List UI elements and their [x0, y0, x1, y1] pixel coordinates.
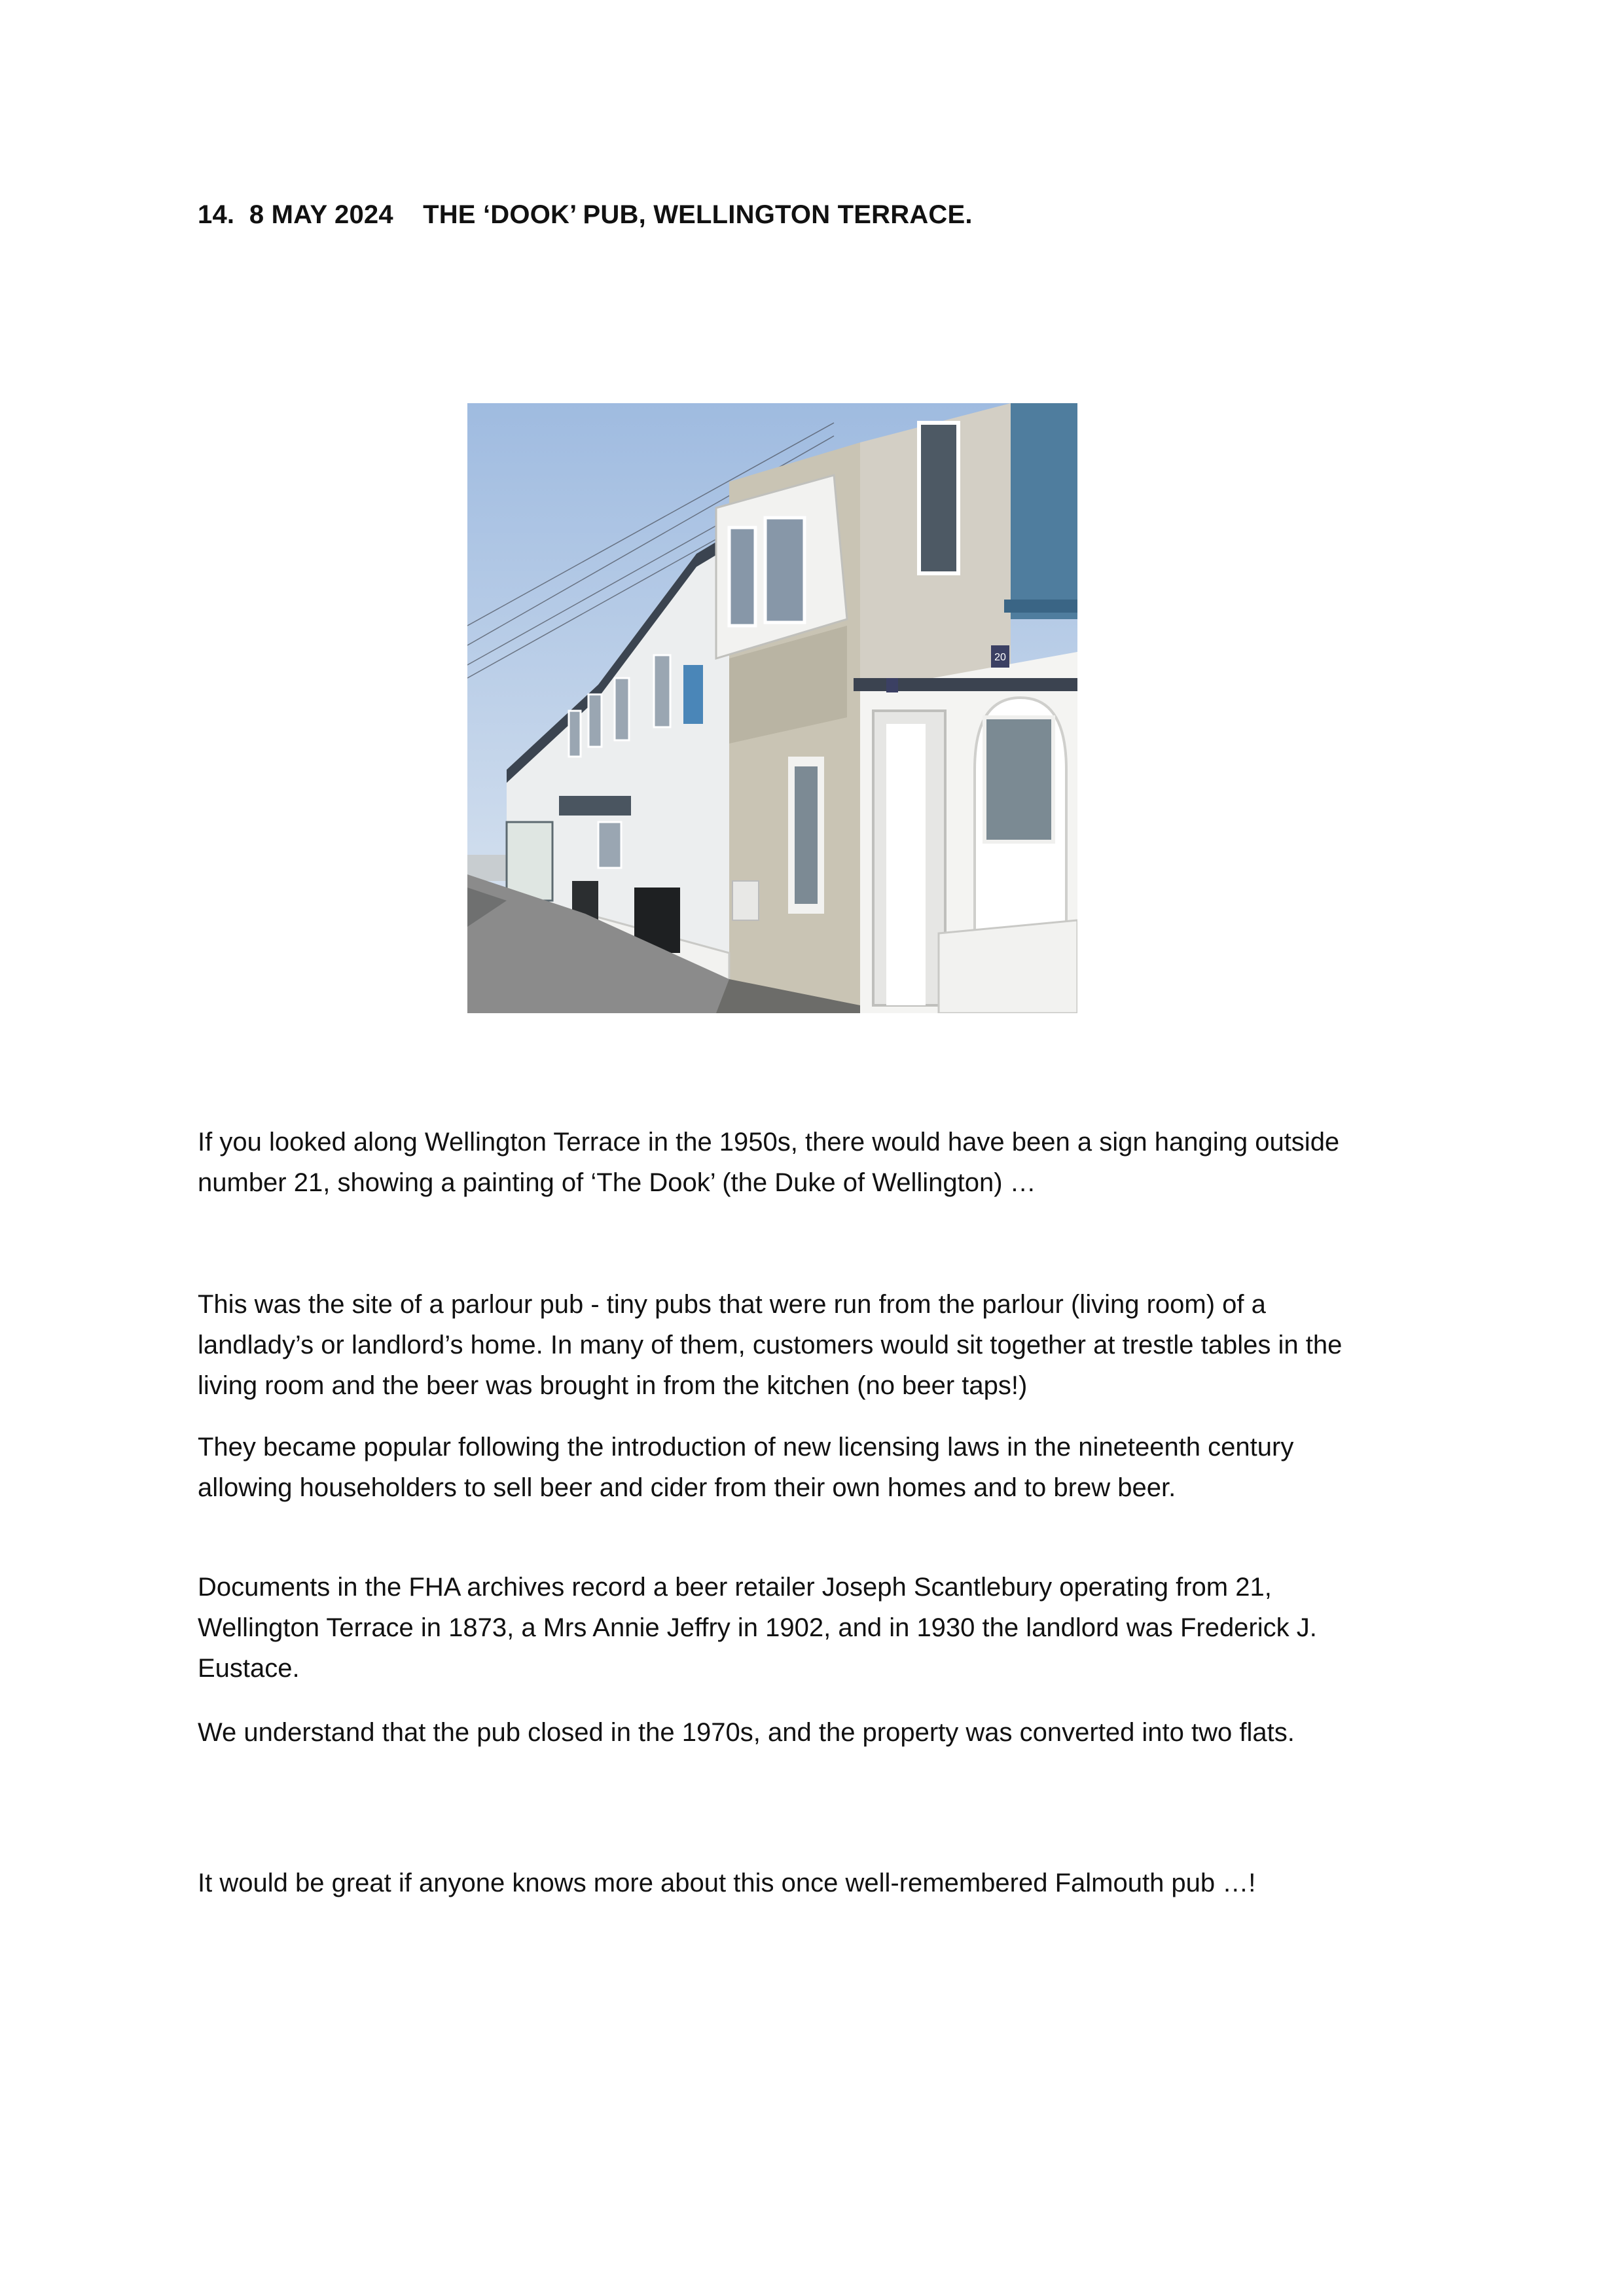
paragraph-6-line-1: It would be great if anyone knows more about this once well-remembered Falmouth pub …!: [198, 1869, 1256, 1897]
paragraph-4-line-2: Wellington Terrace in 1873, a Mrs Annie Jeffry in 1902, and in 1930 the landlord was Frederick J.: [198, 1613, 1317, 1642]
paragraph-1-line-1: If you looked along Wellington Terrace in the 1950s, there would have been a sign hanging outside: [198, 1128, 1340, 1157]
heading-date: 8 MAY 2024: [249, 200, 393, 229]
paragraph-6: [198, 1863, 1441, 1903]
heading-number: 14.: [198, 200, 235, 229]
paragraph-2-line-3: living room and the beer was brought in from the kitchen (no beer taps!): [198, 1371, 1028, 1400]
paragraph-3-line-2: allowing householders to sell beer and cider from their own homes and to brew beer.: [198, 1473, 1176, 1502]
street-photo: [467, 403, 1077, 1013]
paragraph-2-line-2: landlady’s or landlord’s home. In many of them, customers would sit together at trestle tables in the: [198, 1331, 1343, 1359]
paragraph-3-line-1: They became popular following the introduction of new licensing laws in the nineteenth century: [198, 1433, 1294, 1462]
page-heading: [198, 200, 973, 230]
heading-title: THE ‘DOOK’ PUB, WELLINGTON TERRACE.: [423, 200, 973, 229]
paragraph-4-line-3: Eustace.: [198, 1654, 300, 1683]
paragraph-1: [198, 1122, 1441, 1203]
paragraph-5-line-1: We understand that the pub closed in the 1970s, and the property was converted into two flats.: [198, 1718, 1295, 1747]
paragraph-5: [198, 1712, 1441, 1753]
blue-wall: [1011, 403, 1077, 619]
paragraph-4: [198, 1567, 1441, 1689]
paragraph-2: [198, 1284, 1441, 1406]
paragraph-2-line-1: This was the site of a parlour pub - tiny pubs that were run from the parlour (living room) of a: [198, 1290, 1266, 1319]
house-number: 20: [994, 652, 1006, 663]
paragraph-4-line-1: Documents in the FHA archives record a beer retailer Joseph Scantlebury operating from 21,: [198, 1573, 1272, 1602]
paragraph-3: [198, 1427, 1441, 1508]
paragraph-1-line-2: number 21, showing a painting of ‘The Dook’ (the Duke of Wellington) …: [198, 1168, 1036, 1197]
